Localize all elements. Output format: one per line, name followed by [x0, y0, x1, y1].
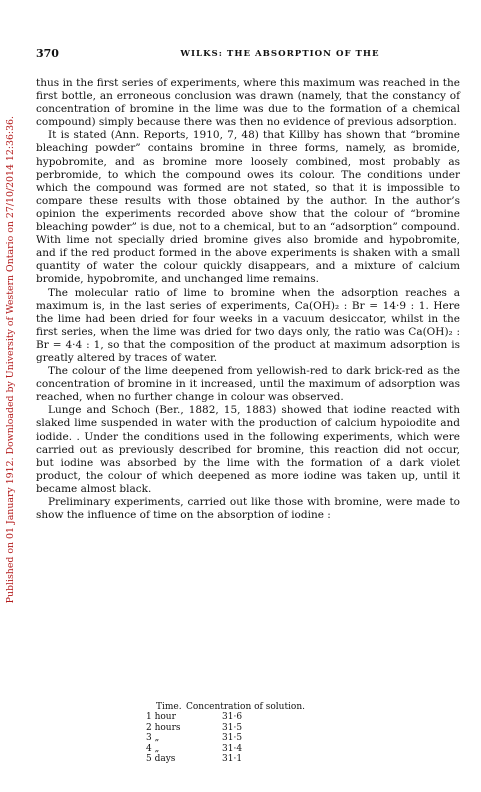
table-header	[36, 702, 460, 712]
cell-concentration: 31·5	[222, 722, 243, 733]
cell-concentration: 31·4	[222, 743, 243, 754]
paragraph-1: thus in the first series of experiments, where this maximum was reached in the first bottle, an erroneous conclusion was drawn (namely, that the constancy of concentration of bromine in the lime was due to the formation of a chemical compound) simply because there was then no evidence of previous adsorption.	[36, 77, 460, 129]
cell-time: 2 hours	[146, 722, 181, 733]
header-concentration: Concentration of solution.	[186, 702, 306, 712]
page-number: 370	[36, 47, 59, 60]
cell-time: 3 „	[146, 733, 160, 744]
table-row	[36, 754, 460, 764]
cell-concentration: 31·1	[222, 754, 243, 765]
download-watermark-text: Published on 01 January 1912. Downloaded by University of Western Ontario on 27/10/2014 12:36:36.	[4, 116, 16, 604]
body-text	[36, 77, 460, 522]
paragraph-4: The colour of the lime deepened from yellowish-red to dark brick-red as the concentration of bromine in it increased, until the maximum of adsorption was reached, when no further change in colour was observed.	[36, 365, 460, 404]
iodine-time-table	[36, 702, 460, 764]
table-row	[36, 712, 460, 722]
table-row	[36, 744, 460, 754]
cell-concentration: 31·6	[222, 712, 243, 723]
paragraph-5: Lunge and Schoch (Ber., 1882, 15, 1883) showed that iodine reacted with slaked lime suspended in water with the production of calcium hypoiodite and iodide. . Under the conditions used in the following experiments, which were carried out as previously described for bromine, this reaction did not occur, but iodine was absorbed by the lime with the formation of a dark violet product, the colour of which deepened as more iodine was taken up, until it became almost black.	[36, 404, 460, 495]
table-row	[36, 723, 460, 733]
paragraph-2: It is stated (Ann. Reports, 1910, 7, 48) that Killby has shown that “bromine bleaching powder” contains bromine in three forms, namely, as bromide, hypobromite, and as bromine more loosely combined, most probably as perbromide, to which the compound owes its colour. The conditions under which the compound was formed are not stated, so that it is impossible to compare these results with those obtained by the author. In the author’s opinion the experiments recorded above show that the colour of “bromine bleaching powder” is due, not to a chemical, but to an “adsorption” compound. With lime not specially dried bromine gives also bromide and hypobromite, and if the red product formed in the above experiments is shaken with a small quantity of water the colour quickly disappears, and a mixture of calcium bromide, hypobromite, and unchanged lime remains.	[36, 129, 460, 286]
cell-concentration: 31·5	[222, 733, 243, 744]
cell-time: 5 days	[146, 754, 176, 765]
paragraph-3: The molecular ratio of lime to bromine when the adsorption reaches a maximum is, in the last series of experiments, Ca(OH)₂ : Br = 14·9 : 1. Here the lime had been dried for four weeks in a vacuum desiccator, whilst in the first series, when the lime was dried for two days only, the ratio was Ca(OH)₂ : Br = 4·4 : 1, so that the composition of the product at maximum adsorption is greatly altered by traces of water.	[36, 286, 460, 364]
table-row	[36, 733, 460, 743]
cell-time: 1 hour	[146, 712, 176, 723]
download-watermark	[3, 40, 17, 680]
running-head: WILKS: THE ABSORPTION OF THE	[180, 49, 380, 59]
paragraph-6: Preliminary experiments, carried out like those with bromine, were made to show the influence of time on the absorption of iodine :	[36, 496, 460, 522]
cell-time: 4 „	[146, 743, 160, 754]
header-time: Time.	[156, 702, 182, 712]
